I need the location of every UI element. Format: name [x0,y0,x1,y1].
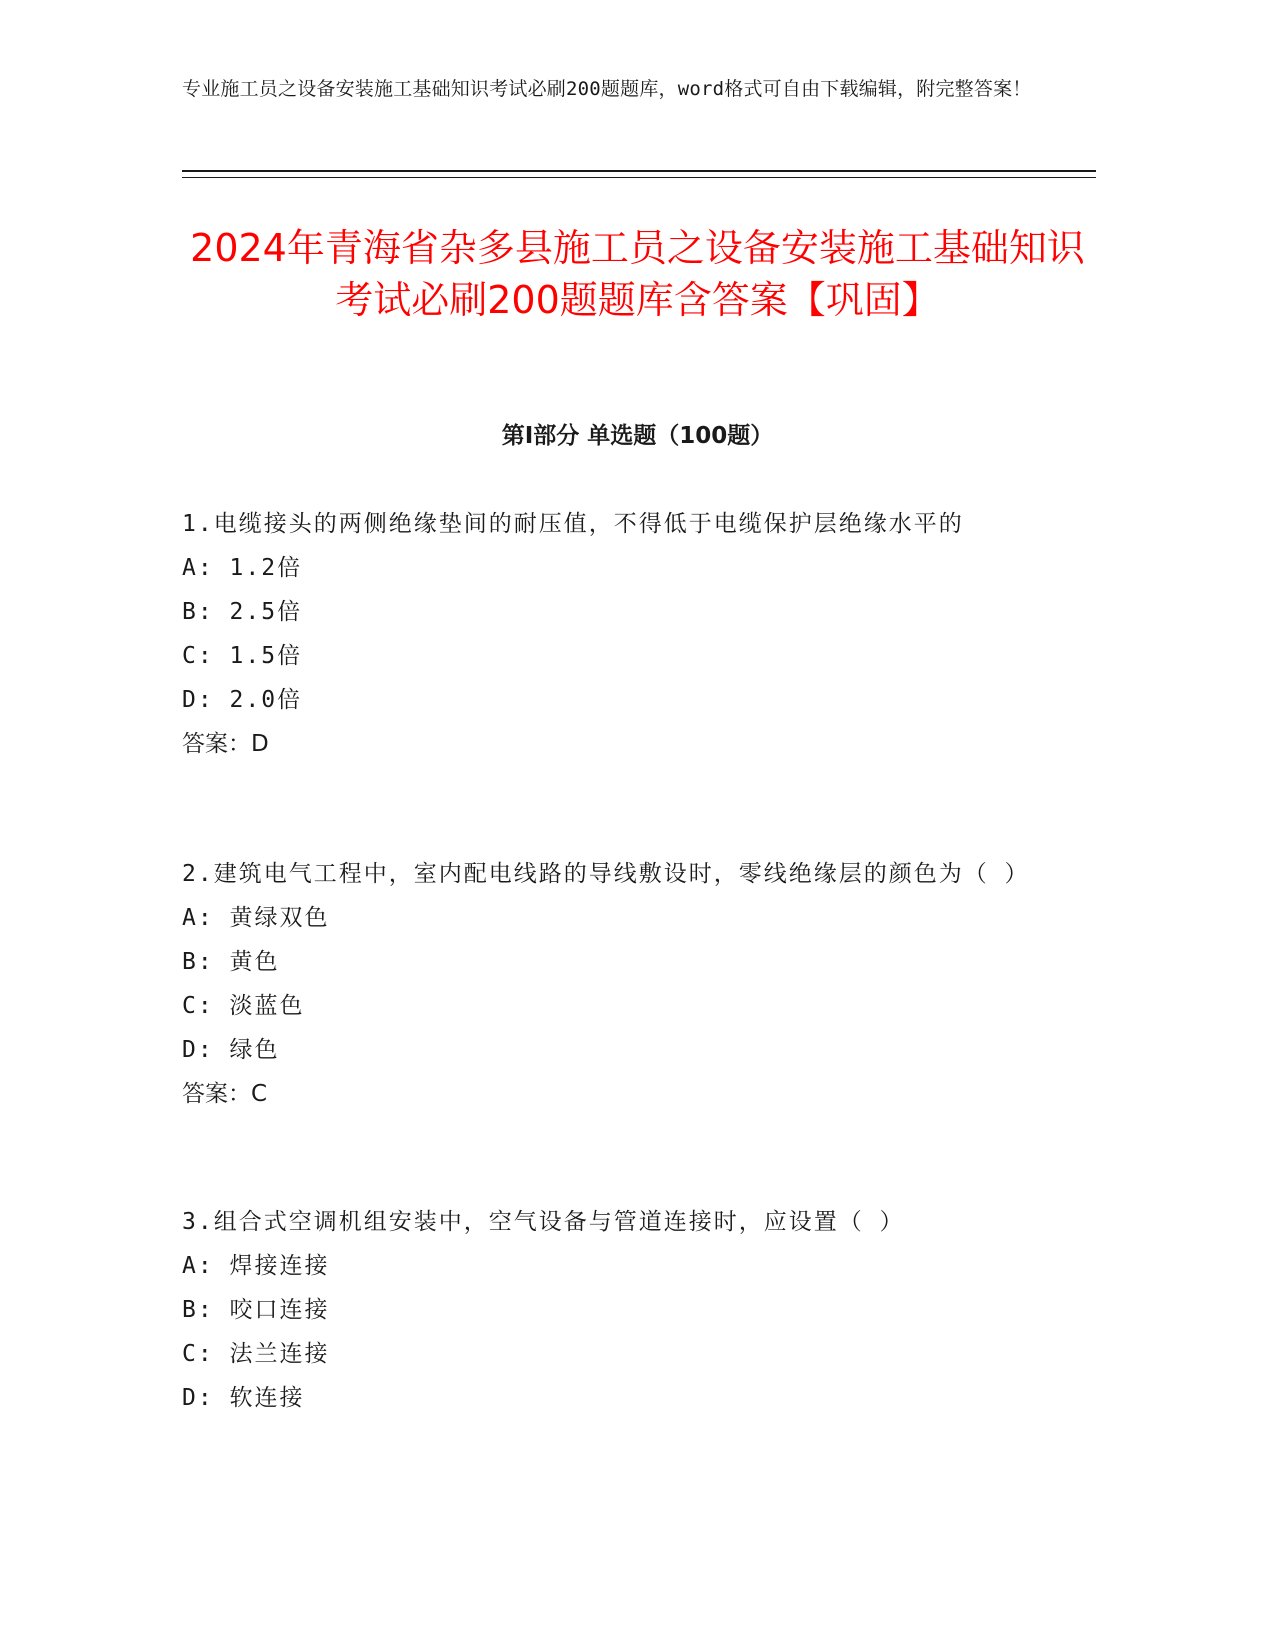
option-a: A: 焊接连接 [182,1253,330,1279]
answer: 答案：C [182,1081,268,1107]
option-c: C: 法兰连接 [182,1341,330,1367]
document-title: 2024年青海省杂多县施工员之设备安装施工基础知识考试必刷200题题库含答案【巩固】 [190,226,1085,322]
answer: 答案：D [182,731,269,757]
option-c: C: 1.5倍 [182,643,303,669]
option-d: D: 绿色 [182,1037,280,1063]
question-stem: 2.建筑电气工程中，室内配电线路的导线敷设时，零线绝缘层的颜色为（ ） [182,861,1030,887]
question-1 [182,502,1032,766]
question-3 [182,1200,1032,1420]
header-note: 专业施工员之设备安装施工基础知识考试必刷200题题库，word格式可自由下载编辑，附完整答案！ [182,78,1032,100]
option-a: A: 1.2倍 [182,555,303,581]
section-heading: 第I部分 单选题（100题） [501,423,774,449]
option-b: B: 黄色 [182,949,280,975]
header-rule-thin [182,177,1096,178]
question-stem: 1.电缆接头的两侧绝缘垫间的耐压值，不得低于电缆保护层绝缘水平的 [182,511,964,537]
question-2 [182,852,1032,1116]
option-d: D: 2.0倍 [182,687,303,713]
option-b: B: 2.5倍 [182,599,303,625]
option-d: D: 软连接 [182,1385,305,1411]
option-a: A: 黄绿双色 [182,905,330,931]
option-c: C: 淡蓝色 [182,993,305,1019]
option-b: B: 咬口连接 [182,1297,330,1323]
question-stem: 3.组合式空调机组安装中，空气设备与管道连接时，应设置（ ） [182,1209,905,1235]
header-rule-thick [182,170,1096,172]
